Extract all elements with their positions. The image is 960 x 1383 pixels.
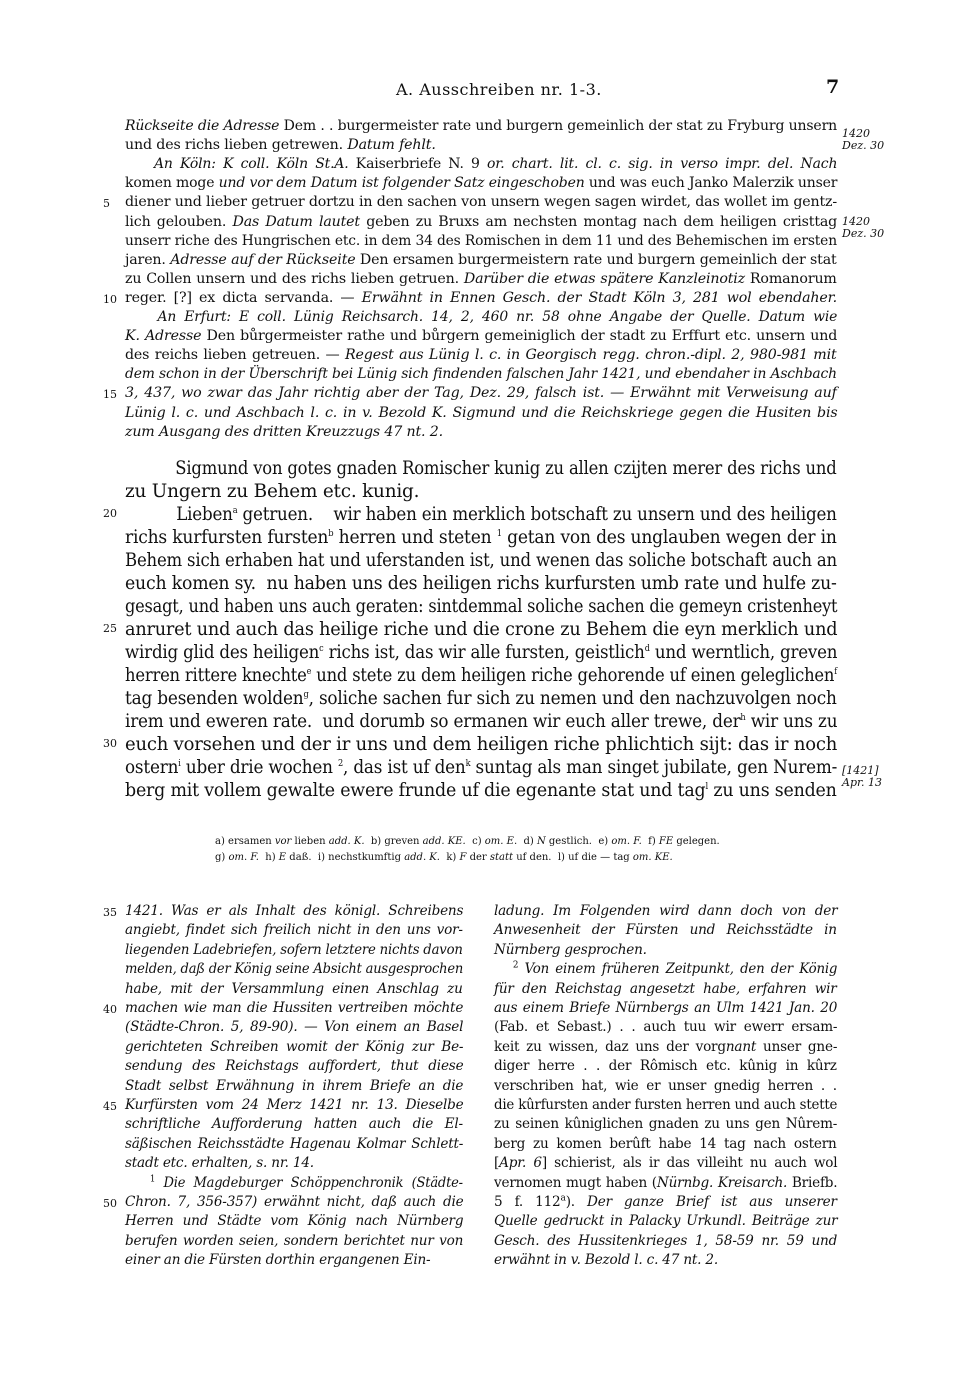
line-number: 40 [103,1003,117,1016]
line-number: 35 [103,906,117,919]
intro-line: K. Adresse Den bůrgermeister rathe und bůrgern gemeiniglich der stadt zu Erffurt etc. unsern und [125,328,838,345]
footnote-line: berg zu komen berûft habe 14 tag nach ostern [494,1135,837,1152]
margin-date-day: Dez. 30 [842,139,885,152]
footnote-line: Gesch. des Hussitenkrieges 1, 58-59 nr. 59 und [494,1232,838,1249]
margin-date-year: [1421] [842,764,879,777]
footnote-line: schriftliche Aufforderung hatten auch die El- [125,1116,463,1133]
footnote-line: Stadt selbst Erwähnung in ihrem Briefe an die [125,1077,464,1094]
intro-line: Rückseite die Adresse Dem . . burgermeister rate und burgern gemeinlich der stat zu Fryburg unsern [125,118,838,134]
footnote-line: Chron. 7, 356-357) erwähnt nicht, daß auch die [125,1194,464,1210]
page-number: 7 [826,76,840,98]
letter-line: herren rittere knechte$^e$ und stete zu dem heiligen riche gehorende uf einen geleglichen$^f$ [125,665,838,686]
footnote-line: angiebt, findet sich freilich nicht in den uns vor- [125,922,463,939]
footnote-line: 5 f. 112$^a$). Der ganze Brief ist aus unserer [494,1193,837,1210]
footnote-line: keit zu wissen, daz uns der vorgnant unser gne- [494,1038,838,1055]
margin-date [842,216,884,240]
letter-line: zu Ungern zu Behem etc. kunig. [125,481,420,502]
intro-line: An Köln: K coll. Köln St.A. Kaiserbriefe N. 9 or. chart. lit. cl. c. sig. in verso impr. del. Nach [153,156,838,173]
letter-line: Sigmund von gotes gnaden Romischer kunig zu allen czijten merer des richs und [125,458,837,479]
footnote-line: vernomen mugt haben (Nürnbg. Kreisarch. Briefb. [494,1174,838,1191]
variant-note: g) om. F. h) E daß. i) nechstkumftig add. K. k) F der statt uf den. l) uf die — tag om. KE. [215,852,673,863]
running-title: A. Ausschreiben nr. 1-3. [396,80,602,99]
footnote-line: Quelle gedruckt in Palacky Urkundl. Beiträge zur [494,1213,838,1230]
intro-line: komen moge und vor dem Datum ist folgender Satz eingeschoben und was euch Janko Malerzik unser [125,175,838,192]
intro-line: reger. [?] ex dicta servanda. — Erwähnt in Ennen Gesch. der Stadt Köln 3, 281 wol ebendaher. [125,289,838,306]
footnote-line: aus einem Briefe Nürnbergs an Ulm 1421 Jan. 20 [494,1000,838,1016]
letter-line: irem und eweren rate. und dorumb so ermanen wir euch aller trewe, der$^h$ wir uns zu [125,711,838,732]
intro-line: jaren. Adresse auf der Rückseite Den ersamen burgermeistern rate und burgern gemeinlich der stat [125,251,837,268]
footnote-line: ladung. Im Folgenden wird dann doch von der [494,903,838,919]
margin-date-day: Apr. 13 [842,776,883,789]
intro-line: und des richs lieben getrewen. Datum fehlt. [125,137,436,154]
intro-line: des reichs lieben getreuen. — Regest aus Lünig l. c. in Georgisch regg. chron.-dipl. 2, 980-981 mit [125,347,837,364]
intro-line: 3, 437, wo zwar das Jahr richtig aber der Tag, Dez. 29, falsch ist. — Erwähnt mit Verweisung auf [125,385,837,402]
intro-line: dem schon in der Überschrift bei Lünig sich findenden falschen Jahr 1421, und ebendaher in Aschbach [125,366,837,383]
footnote-line: [Apr. 6] schierist, als ir das villeiht nu auch wol [494,1155,838,1172]
footnote-line: liegenden Ladebriefen, sofern letztere nichts davon [125,941,463,958]
footnote-line: sendung des Reichstags auffordert, thut diese [125,1058,464,1075]
footnote-line: diger herre . . der Rômisch etc. kûnig in kûrz [494,1058,837,1075]
footnote-line: berufen worden seien, sondern berichtet nur von [125,1232,464,1249]
line-number: 10 [103,292,117,306]
margin-date-year: 1420 [842,215,870,228]
line-number: 5 [103,197,110,211]
letter-line: wirdig glid des heiligen$^c$ richs ist, das wir alle fursten, geistlich$^d$ und werntlich, greven [125,642,838,663]
margin-date-day: Dez. 30 [842,227,885,240]
footnote-line: Kurfürsten vom 24 Merz 1421 nr. 13. Dieselbe [125,1097,464,1113]
variant-note: a) ersamen vor lieben add. K. b) greven add. KE. c) om. E. d) N gestlich. e) om. F. f) FE gelegen. [215,836,720,847]
line-number: 50 [103,1197,117,1210]
letter-line: ostern$^i$ uber drie wochen $^2$, das ist uf den$^k$ suntag als man singet jubilate, gen Nurem- [125,757,838,778]
footnote-line: Herren und Städte vom König nach Nürnberg [125,1213,464,1230]
intro-line: zum Ausgang des dritten Kreuzzugs 47 nt. 2. [125,423,444,440]
letter-line: anruret und auch das heilige riche und die crone zu Behem die eyn merklich und [125,619,838,640]
line-number: 45 [103,1100,117,1113]
line-number: 15 [103,388,117,402]
intro-line: zu Collen unsern und des richs lieben getruen. Darüber die etwas spätere Kanzleinotiz Romanorum [125,270,837,287]
footnote-line: einer an die Fürsten dorthin ergangenen Ein- [125,1252,431,1269]
footnote-line: (Fab. et Sebast.) . . auch tuu wir ewerr ersam- [494,1019,838,1036]
intro-line: diener und lieber getruer dortzu in den sachen von unsern wegen sagen wirdet, das wollet im gentz- [125,194,838,211]
footnote-line: verschriben hat, wie er unser gnedig herren . . [494,1077,837,1094]
intro-line: unserr riche des Hungrischen etc. in dem 34 des Romischen in dem 11 und des Behemischen im ersten [125,232,837,249]
footnote-line: 1421. Was er als Inhalt des königl. Schreibens [125,903,464,919]
margin-date-year: 1420 [842,127,870,140]
letter-line: Behem sich erhaben hat und uferstanden ist, und wenen das soliche botschaft auch an [125,550,837,571]
letter-line: berg mit vollem gewalte ewere frunde uf die egenante stat und tag$^l$ zu uns senden [125,780,837,801]
intro-line: An Erfurt: E coll. Lünig Reichsarch. 14, 2, 460 nr. 58 ohne Angabe der Quelle. Datum wie [157,309,838,325]
footnote-line: für den Reichstag angesetzt habe, erfahren wir [494,980,837,997]
footnote-line: machen wie man die Hussiten vertreiben möchte [125,1000,464,1016]
footnote-line: habe, mit der Versammlung einen Anschlag zu [125,980,463,997]
letter-line: tag besenden wolden$^g$, soliche sachen fur sich zu nemen und den nachzuvolgen noch [125,688,837,709]
intro-line: Lünig l. c. und Aschbach l. c. in v. Bezold K. Sigmund und die Reichskriege gegen die Husiten bis [125,404,838,421]
footnote-line: zu seinen kûniglichen gnaden zu uns gen Nûrem- [494,1116,838,1133]
footnote-line: gerichteten Schreiben womit der König zur Be- [125,1038,464,1055]
footnote-line: $^1$ Die Magdeburger Schöppenchronik (Städte- [149,1174,463,1191]
letter-line: euch vorsehen und der ir uns und dem heiligen riche phlichtich sijt: das ir noch [125,734,838,755]
footnote-line: Nürnberg gesprochen. [494,941,647,958]
footnote-line: erwähnt in v. Bezold l. c. 47 nt. 2. [494,1252,718,1269]
footnote-line: $^2$ Von einem früheren Zeitpunkt, den der König [512,960,838,978]
footnote-line: Anwesenheit der Fürsten und Reichsstädte in [494,922,837,939]
intro-line: lich gelouben. Das Datum lautet geben zu Bruxs am nechsten montag nach dem heiligen cristtag [125,213,838,230]
letter-line: gesagt, und haben uns auch geraten: sintdemmal soliche sachen die gemeyn cristenheyt [125,596,838,617]
line-number: 30 [103,737,117,750]
line-number: 25 [103,622,117,635]
footnote-line: säßischen Reichsstädte Hagenau Kolmar Schlett- [125,1135,464,1152]
line-number: 20 [103,507,117,520]
margin-date [842,128,884,152]
footnote-line: (Städte-Chron. 5, 89-90). — Von einem an Basel [125,1019,464,1036]
letter-line: euch komen sy. nu haben uns des heiligen richs kurfursten umb rate und hulfe zu- [125,573,837,594]
footnote-line: melden, daß der König seine Absicht ausgesprochen [125,961,464,978]
letter-line: richs kurfursten fursten$^b$ herren und steten $^1$ getan von des unglauben wegen der in [125,527,837,548]
margin-date [842,765,882,789]
footnote-line: stadt etc. erhalten, s. nr. 14. [125,1155,314,1172]
footnote-line: die kûrfursten ander fursten herren und auch stette [494,1097,838,1113]
letter-line: Lieben$^a$ getruen. wir haben ein merklich botschaft zu unsern und des heiligen [125,504,837,525]
